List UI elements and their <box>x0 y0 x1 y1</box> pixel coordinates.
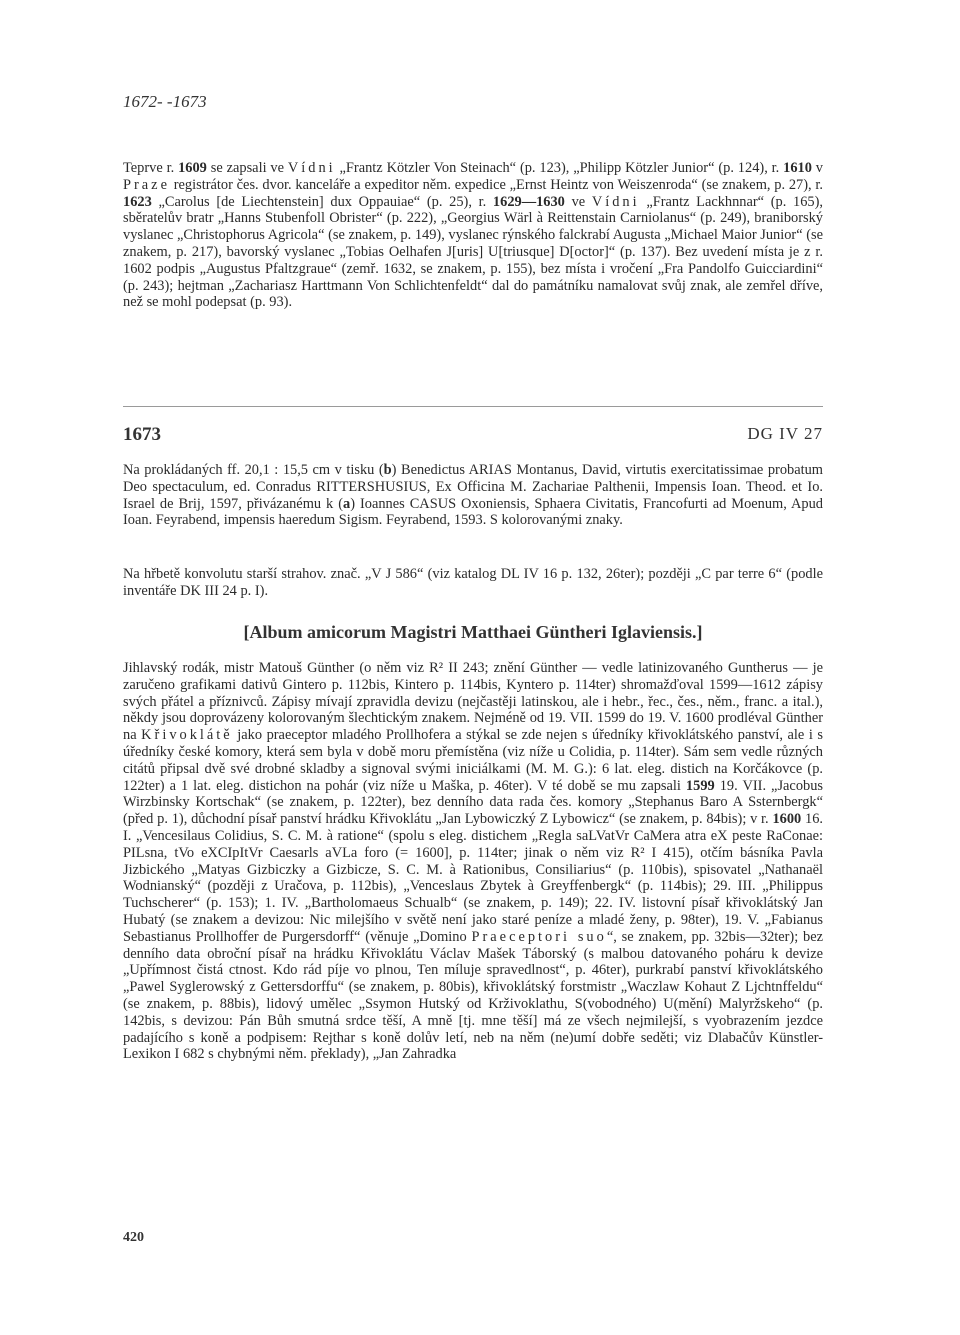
bold-text: 1600 <box>772 811 802 828</box>
bold-text: 1610 <box>783 160 812 176</box>
bold-text: 1629—1630 <box>492 193 565 210</box>
spaced-text: Vídni <box>591 193 640 210</box>
paragraph-physical-description: Na prokládaných ff. 20,1 : 15,5 cm v tisku (b) Benedictus ARIAS Montanus, David, virtutis exercitatissimae probatum Deo spectaculum, ed. Conradus RITTERSHUSIUS, Ex Officina M. Zachariae Palthenii, Impensis Ioan. Theod. et Io. Israel de Brij, 1597, přivázanému k (a) Ioannes CASUS Oxoniensis, Sphaera Civitatis, Francofurti ad Moenum, Apud Ioan. Feyrabend, impensis haeredum Sigism. Feyrabend, 1593. S kolorovanými znaky. <box>123 462 823 529</box>
running-head: 1672- -1673 <box>123 92 207 111</box>
bold-text: b <box>383 462 392 478</box>
paragraph-signatories-continued: Teprve r. 1609 se zapsali ve Vídni „Frantz Kötzler Von Steinach“ (p. 123), „Philipp Kötzler Junior“ (p. 124), r. 1610 v Praze registrátor čes. dvor. kanceláře a expeditor něm. expedice „Ernst Heintz von Weiszenroda“ (se znakem, p. 27), r. 1623 „Carolus [de Liechtenstein] dux Oppauiae“ (p. 25), r. 1629—1630 ve Vídni „Frantz Lackhnnar“ (p. 165), sběratelův bratr „Hanns Stubenfoll Obrister“ (p. 222), „Georgius Wärl à Reittenstain Carniolanus“ (p. 249), braniborský vyslanec „Christophorus Agricola“ (se znakem, p. 149), vyslanec rýnského falckrabí Augusta „Michael Maior Junior“ (se znakem, p. 217), bavorský vyslanec „Tobias Oelhafen J[uris] U[triusque] D[octor]“ (p. 137). Bez uvedení místa je z r. 1602 podpis „Augustus Pfaltzgraue“ (zemř. 1632, se znakem, p. 155), bez místa i vročení „Fra Pandolfo Guicciardini“ (p. 243); hejtman „Zachariasz Harttmann Von Schlichtenfeldt“ dal do památníku namalovat svůj znak, ale zemřel dříve, než se mohl podepsat (p. 93). <box>123 160 824 311</box>
bold-text: 1599 <box>685 777 715 794</box>
spaced-text: Praze <box>123 176 170 193</box>
spaced-text: Praeceptori suo <box>471 928 607 945</box>
paragraph-provenance: Na hřbetě konvolutu starší strahov. znač. „V J 586“ (viz katalog DL IV 16 p. 132, 26ter); později „C par terre 6“ (podle inventáře DK III 24 p. I). <box>123 566 823 599</box>
spaced-text: Křivoklátě <box>141 727 233 744</box>
spaced-text: Vídni <box>287 160 336 176</box>
entry-title: [Album amicorum Magistri Matthaei Güntheri Iglaviensis.] <box>243 622 703 642</box>
entry-year: 1673 <box>123 424 161 445</box>
bold-text: 1623 <box>123 193 152 210</box>
bold-text: a <box>343 495 351 512</box>
shelfmark: DG IV 27 <box>747 424 823 443</box>
page-number: 420 <box>123 1230 144 1245</box>
section-divider <box>123 406 823 407</box>
bold-text: 1609 <box>178 160 207 176</box>
paragraph-album-description: Jihlavský rodák, mistr Matouš Günther (o něm viz R² II 243; znění Günther — vedle latinizovaného Guntherus — je zaručeno grafikami dativů Gintero p. 112bis, Kintero p. 114bis, Kyntero p. 114ter) shromažďoval 1599—1612 zápisy svých přátel a příznivců. Zápisy mívají zpravidla devizu (nejčastěji latinskou, ale i hebr., řec., čes., něm., franc. a ital.), někdy jsou doprovázeny kolorovaným šlechtickým znakem. Nejméně od 19. VII. 1599 do 19. V. 1600 prodléval Günther na Křivoklátě jako praeceptor mladého Prollhofera a stýkal se zde nejen s úředníky křivoklátského panství, ale i s úředníky české komory, která sem byla v době moru přemístěna (viz níže u Colidia, p. 114ter). Sám sem vedle různých citátů připsal dvě své drobné skladby a signoval svými iniciálkami (M. M. G.): 6 lat. eleg. distich na Korčákovce (p. 122ter) a 1 lat. eleg. distichon na pohár (viz níže u Maška, p. 46ter). V té době se mu zapsali 1599 19. VII. „Jacobus Wirzbinsky Kortschak“ (se znakem, p. 122ter), bez denního data rada čes. komory „Stephanus Baro A Ssternbergk“ (před p. 1), důchodní písař panství hrádku Křivoklátu „Jan Lybowiczký Z Lybowicz“ (se znakem, p. 84bis); v r. 1600 16. I. „Vencesilaus Colidius, S. C. M. à ratione“ (spolu s eleg. distichem „Regla saLVatVr CaMera atra eX peste RaConae: PILsna, tVo eXCIpItVr Caesarls aVLa foro (= 1600], p. 114ter; jinak o něm viz R² I 415), otčím básníka Pavla Jizbického „Matyas Gizbiczky a Gizbicze, S. C. M. à Rationibus, Consiliarius“ (p. 110bis), spisovatel „Nathanaël Wodnianský“ (později z Uračova, p. 112bis), „Venceslaus Zbytek à Greyffenbergk“ (p. 114bis); 29. III. „Philippus Tuchscherer“ (p. 153); 1. IV. „Bartholomaeus Schualb“ (se znakem, p. 149); 22. IV. listovní písař křivoklátský Jan Hubatý (se znakem a devizou: Nic milejšího v světě není jako staré peníze a mladé ženy, p. 98ter), 19. V. „Fabianus Sebastianus Prollhoffer de Purgersdorff“ (věnuje „Domino Praeceptori suo“, se znakem, pp. 32bis—32ter); bez denního data obroční písař na hrádku Křivoklátu Václav Mašek Táborský (s malbou datovaného poháru k devize „Upřímnost čistá ctnost. Kdo rád píje vo plnou, Ten míluje spravedlnost“, p. 46ter), purkrabí panství křivoklátského „Pawel Syglerowský z Gettersdorffu“ (se znakem, p. 80bis), křivoklátský forstmistr „Waczlaw Kohaut Z Ljchtnffeldu“ (se znakem, p. 88bis), lidový umělec „Ssymon Hutský od Krživoklathu, S(vobodného) U(mění) Malyržskeho“ (p. 142bis, s devizou: Pán Bůh smutná srdce těší, A mně [tj. mne těší] má ze všech nejmilejší, s vyobrazením jezdce padajícího s koně a podpisem: Rejthar s koně dolův letí, neb na něm (ne)umí dobře seděti; viz Dlabačův Künstler-Lexikon I 682 s chybnými něm. překlady), „Jan Zahradka <box>123 660 824 1063</box>
